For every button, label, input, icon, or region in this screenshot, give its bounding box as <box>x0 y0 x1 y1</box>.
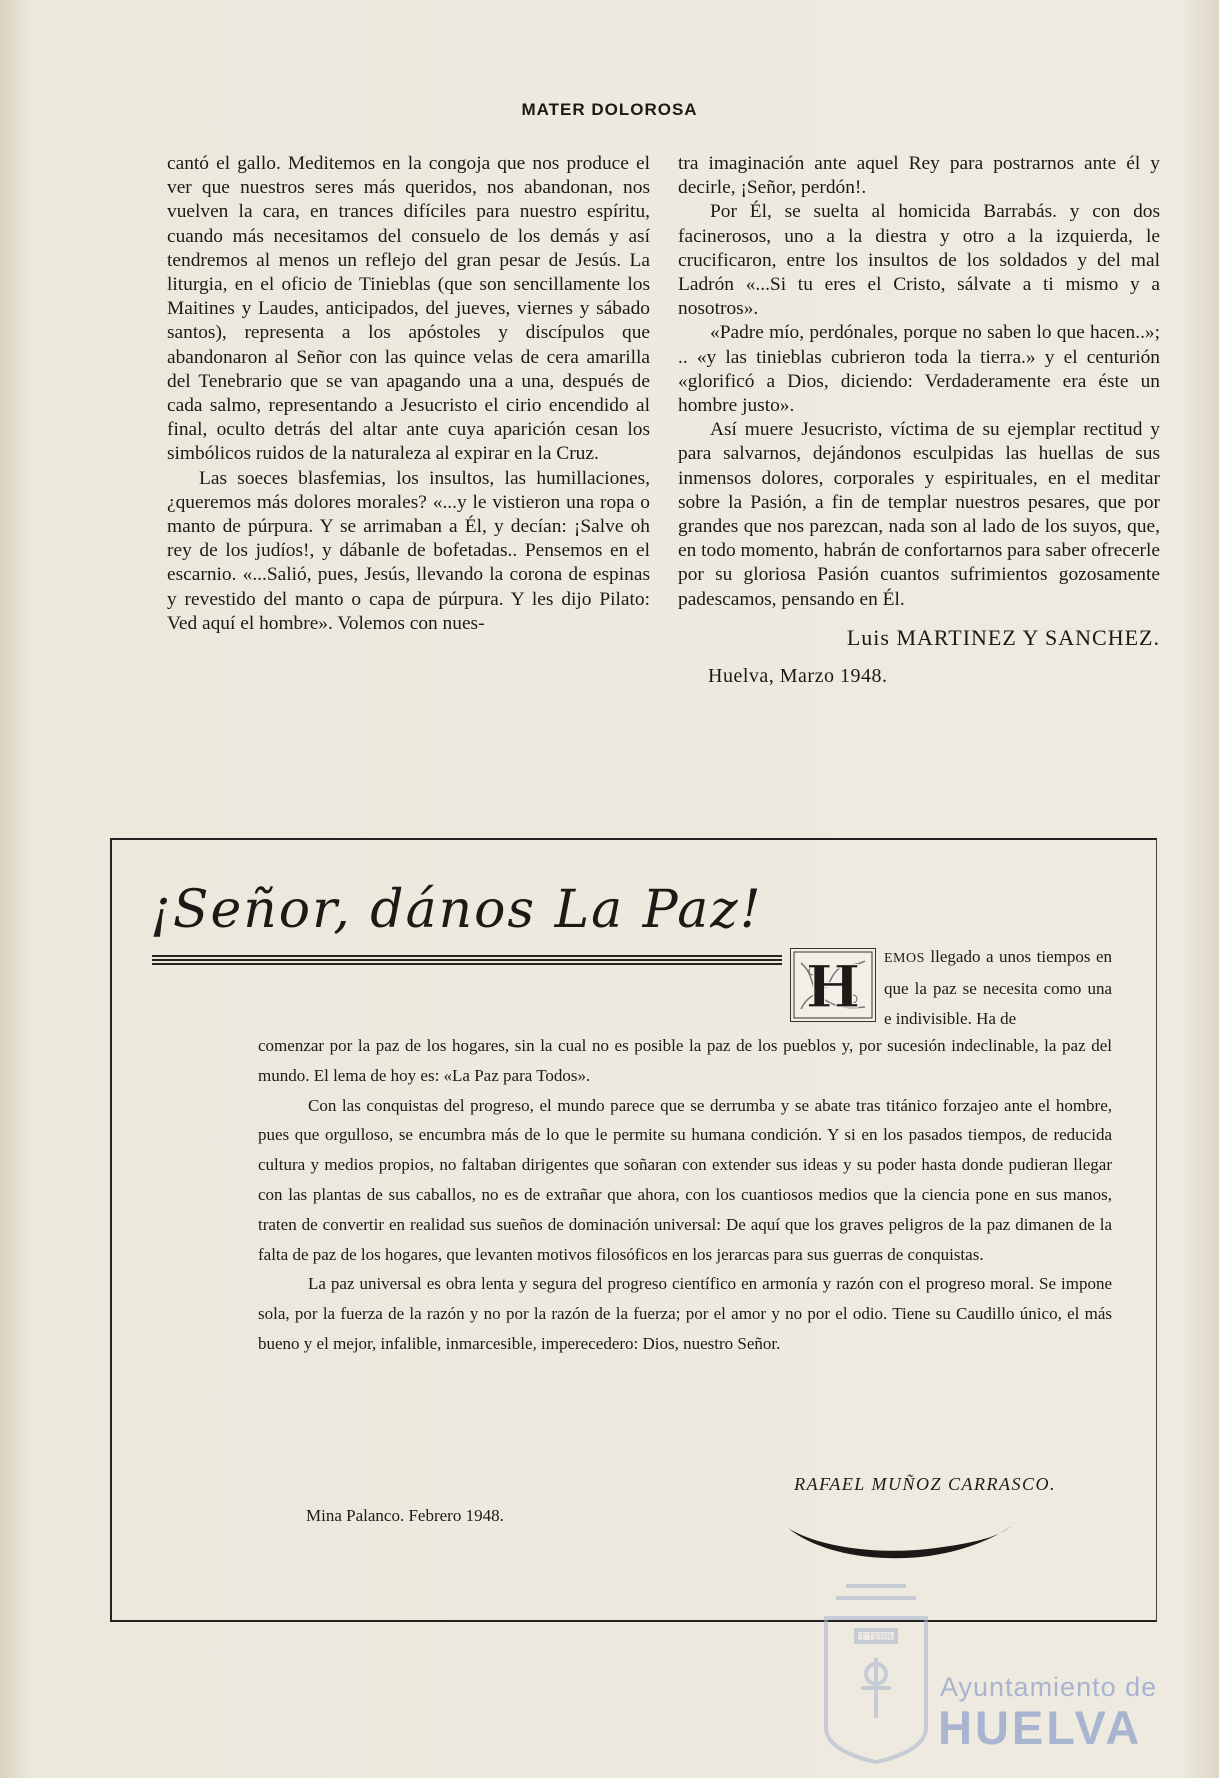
watermark-text: Ayuntamiento de <box>940 1672 1158 1702</box>
article-paragraph: La paz universal es obra lenta y segura del progreso científico en armonía y razón con el progreso moral. Se impone sola, por la fuerza de la razón y no por la razón de la fuerza; por el amor y no por el odio. Tiene su Caudillo único, el más bueno y el mejor, infalible, inmarcesible, imperecedero: Dios, nuestro Señor. <box>258 1274 1112 1353</box>
article-paragraph: tra imaginación ante aquel Rey para postrarnos ante él y decirle, ¡Señor, perdón!. <box>678 153 1160 199</box>
intro-smallcaps: EMOS <box>884 951 925 966</box>
watermark-text: HUELVA <box>938 1701 1143 1754</box>
boxed-article-intro <box>884 942 1112 1033</box>
article-column-right <box>678 152 1160 688</box>
article-column-left <box>167 152 650 636</box>
boxed-article-body <box>258 1031 1112 1359</box>
article-paragraph: cantó el gallo. Meditemos en la congoja que nos produce el ver que nuestros seres más queridos, nos abandonan, nos vuelven la cara, en trances difíciles para nuestro espíritu, cuando más necesitamos del consuelo de los demás y así tendremos al menos un reflejo del gran pesar de Jesús. La liturgia, en el oficio de Tinieblas (que son sencillamente los Maitines y Laudes, anticipados, del jueves, viernes y sábado santos), representa a los apóstoles y discípulos que abandonaron al Señor con las quince velas de cera amarilla del Tenebrario que se van apagando una a una, después de cada salmo, representando a Jesucristo el cirio encendido al final, oculto detrás del altar ante cuya aparición cesan los simbólicos ruidos de la naturaleza al expirar en la Cruz. <box>167 153 650 465</box>
article-paragraph: «Padre mío, perdónales, porque no saben lo que hacen..»; .. «y las tinieblas cubrieron toda la tierra.» y el centurión «glorificó a Dios, diciendo: Verdaderamente era éste un hombre justo». <box>678 322 1160 417</box>
author-signature: Luis MARTINEZ Y SANCHEZ. <box>846 624 1160 650</box>
place-date: Mina Palanco. Febrero 1948. <box>306 1506 504 1525</box>
intro-text: llegado a unos tiempos en que la paz se necesita como una e indivisible. Ha de <box>884 947 1112 1028</box>
place-date: Huelva, Marzo 1948. <box>708 665 888 688</box>
boxed-article-title: ¡Señor, dános La Paz! <box>150 880 763 940</box>
article-paragraph: Por Él, se suelta al homicida Barrabás. y con dos facinerosos, uno a la diestra y otro a la izquierda, le crucificaron, entre los insultos de los soldados y del mal Ladrón «...Si tu eres el Cristo, sálvate a ti mismo y a nosotros». <box>678 201 1160 320</box>
author-signature: RAFAEL MUÑOZ CARRASCO. <box>794 1474 1056 1494</box>
running-head: MATER DOLOROSA <box>521 100 698 119</box>
article-paragraph: Así muere Jesucristo, víctima de su ejemplar rectitud y para salvarnos, dejándonos esculpidas las huellas de sus inmensos dolores, corporales y espirituales, en el meditar sobre la Pasión, a fin de templar nuestros pesares, que por grandes que nos parezcan, nada son al lado de los suyos, que, en todo momento, habrán de confortarnos para saber ofrecerle por su gloriosa Pasión cuantos sufrimientos gozosamente padescamos, pensando en Él. <box>678 419 1160 610</box>
shield-text: ET TERRA <box>853 1632 899 1642</box>
article-paragraph: Las soeces blasfemias, los insultos, las humillaciones, ¿queremos más dolores morales? «...y le vistieron una ropa o manto de púrpura. Y se arrimaban a Él, y decían: ¡Salve oh rey de los judíos!, y dábanle de bofetadas.. Pensemos en el escarnio. «...Salió, pues, Jesús, llevando la corona de espinas y revestido del manto o capa de púrpura. Y les dijo Pilato: Ved aquí el hombre». Volemos con nues- <box>167 467 650 634</box>
dropcap-letter: H <box>805 953 861 1021</box>
decorative-swash <box>786 1520 1018 1560</box>
article-paragraph: Con las conquistas del progreso, el mundo parece que se derrumba y se abate tras titánico forzajeo ante el hombre, pues que orgulloso, se encumbra más de lo que le permite su humana condición. Y si en los pasados tiempos, de reducida cultura y medios propios, no faltaban dirigentes que soñaran con extender sus ideas y su poder hasta donde pudieran llegar con las plantas de sus caballos, no es de extrañar que ahora, con los cuantiosos medios que la ciencia pone en sus manos, traten de convertir en realidad sus sueños de dominación universal: De aquí que los graves peligros de la paz dimanen de la falta de paz de los hogares, que levanten motivos filosóficos en los jerarcas para sus guerras de conquistas. <box>258 1095 1112 1264</box>
title-underline-rule <box>152 955 782 969</box>
article-paragraph: comenzar por la paz de los hogares, sin la cual no es posible la paz de los pueblos y, por sucesión indeclinable, la paz del mundo. El lema de hoy es: «La Paz para Todos». <box>258 1036 1112 1085</box>
ornamental-dropcap <box>790 948 876 1022</box>
